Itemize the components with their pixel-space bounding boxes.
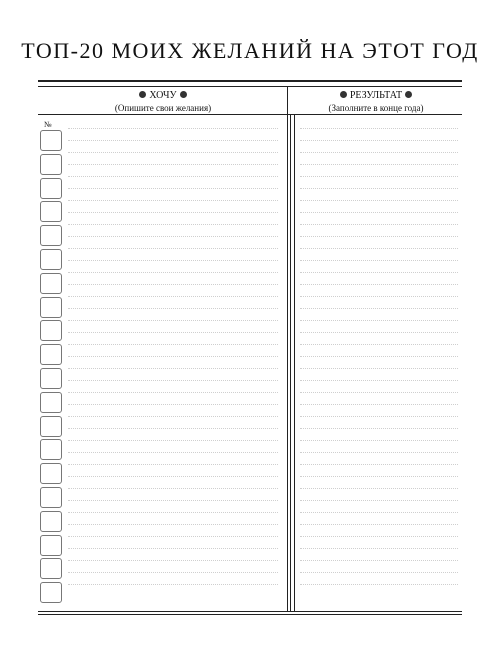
want-heading: ХОЧУ (149, 90, 177, 101)
top-rule-outer (38, 80, 462, 82)
header-rule (38, 114, 462, 115)
result-writing-line[interactable] (300, 332, 458, 333)
want-writing-line[interactable] (68, 452, 278, 453)
want-writing-line[interactable] (68, 356, 278, 357)
want-writing-line[interactable] (68, 308, 278, 309)
want-writing-line[interactable] (68, 272, 278, 273)
want-writing-line[interactable] (68, 524, 278, 525)
result-subheading: (Заполните в конце года) (328, 103, 424, 113)
want-writing-line[interactable] (68, 488, 278, 489)
bottom-rule (38, 614, 462, 615)
number-box[interactable] (40, 511, 62, 532)
number-box[interactable] (40, 130, 62, 151)
want-writing-line[interactable] (68, 296, 278, 297)
want-writing-line[interactable] (68, 536, 278, 537)
result-writing-line[interactable] (300, 200, 458, 201)
want-writing-line[interactable] (68, 236, 278, 237)
result-writing-line[interactable] (300, 128, 458, 129)
smiley-icon (405, 91, 412, 98)
smiley-icon (180, 91, 187, 98)
want-writing-line[interactable] (68, 476, 278, 477)
result-writing-line[interactable] (300, 524, 458, 525)
result-writing-line[interactable] (300, 512, 458, 513)
result-writing-line[interactable] (300, 212, 458, 213)
column-divider (290, 115, 291, 612)
result-writing-line[interactable] (300, 464, 458, 465)
result-writing-line[interactable] (300, 428, 458, 429)
result-writing-line[interactable] (300, 548, 458, 549)
want-writing-line[interactable] (68, 584, 278, 585)
want-writing-line[interactable] (68, 392, 278, 393)
result-writing-line[interactable] (300, 488, 458, 489)
bottom-rule (38, 611, 462, 612)
number-box[interactable] (40, 344, 62, 365)
result-writing-line[interactable] (300, 560, 458, 561)
number-box[interactable] (40, 201, 62, 222)
want-writing-line[interactable] (68, 176, 278, 177)
want-writing-line[interactable] (68, 188, 278, 189)
number-box[interactable] (40, 392, 62, 413)
result-writing-line[interactable] (300, 320, 458, 321)
result-writing-line[interactable] (300, 584, 458, 585)
result-column-header (290, 90, 462, 114)
number-box[interactable] (40, 582, 62, 603)
smiley-icon (139, 91, 146, 98)
number-box[interactable] (40, 273, 62, 294)
result-writing-line[interactable] (300, 152, 458, 153)
result-writing-line[interactable] (300, 440, 458, 441)
want-writing-line[interactable] (68, 320, 278, 321)
want-writing-line[interactable] (68, 260, 278, 261)
number-box[interactable] (40, 154, 62, 175)
want-writing-line[interactable] (68, 548, 278, 549)
number-box[interactable] (40, 178, 62, 199)
want-writing-line[interactable] (68, 344, 278, 345)
want-writing-line[interactable] (68, 428, 278, 429)
number-box[interactable] (40, 249, 62, 270)
result-writing-line[interactable] (300, 344, 458, 345)
result-writing-line[interactable] (300, 404, 458, 405)
want-writing-line[interactable] (68, 440, 278, 441)
result-writing-line[interactable] (300, 236, 458, 237)
result-writing-line[interactable] (300, 224, 458, 225)
result-writing-line[interactable] (300, 308, 458, 309)
want-writing-line[interactable] (68, 224, 278, 225)
want-writing-line[interactable] (68, 248, 278, 249)
result-writing-line[interactable] (300, 176, 458, 177)
want-writing-line[interactable] (68, 284, 278, 285)
column-divider (294, 115, 295, 612)
smiley-icon (340, 91, 347, 98)
result-writing-line[interactable] (300, 356, 458, 357)
number-box[interactable] (40, 416, 62, 437)
number-box[interactable] (40, 297, 62, 318)
want-writing-line[interactable] (68, 380, 278, 381)
page-title: ТОП-20 МОИХ ЖЕЛАНИЙ НА ЭТОТ ГОД (21, 38, 479, 63)
result-heading: РЕЗУЛЬТАТ (349, 90, 403, 101)
number-box[interactable] (40, 535, 62, 556)
result-writing-line[interactable] (300, 500, 458, 501)
want-writing-line[interactable] (68, 404, 278, 405)
want-writing-line[interactable] (68, 200, 278, 201)
want-column-header (38, 90, 288, 114)
want-writing-line[interactable] (68, 212, 278, 213)
want-writing-line[interactable] (68, 368, 278, 369)
want-writing-line[interactable] (68, 140, 278, 141)
want-writing-line[interactable] (68, 332, 278, 333)
want-writing-line[interactable] (68, 128, 278, 129)
want-writing-line[interactable] (68, 152, 278, 153)
result-writing-line[interactable] (300, 296, 458, 297)
number-box[interactable] (40, 439, 62, 460)
number-box[interactable] (40, 320, 62, 341)
result-writing-line[interactable] (300, 260, 458, 261)
result-writing-line[interactable] (300, 452, 458, 453)
number-box[interactable] (40, 463, 62, 484)
result-writing-line[interactable] (300, 368, 458, 369)
want-writing-line[interactable] (68, 512, 278, 513)
want-subheading: (Опишите свои желания) (114, 103, 212, 113)
result-writing-line[interactable] (300, 272, 458, 273)
want-writing-line[interactable] (68, 164, 278, 165)
result-writing-line[interactable] (300, 536, 458, 537)
result-writing-line[interactable] (300, 392, 458, 393)
result-writing-line[interactable] (300, 140, 458, 141)
want-writing-line[interactable] (68, 416, 278, 417)
top-rule-inner (38, 86, 462, 87)
result-writing-line[interactable] (300, 476, 458, 477)
result-writing-line[interactable] (300, 284, 458, 285)
column-divider (287, 87, 288, 612)
number-box[interactable] (40, 558, 62, 579)
want-writing-line[interactable] (68, 572, 278, 573)
number-box[interactable] (40, 225, 62, 246)
result-writing-line[interactable] (300, 380, 458, 381)
want-writing-line[interactable] (68, 560, 278, 561)
result-writing-line[interactable] (300, 188, 458, 189)
want-writing-line[interactable] (68, 464, 278, 465)
result-writing-line[interactable] (300, 248, 458, 249)
want-writing-line[interactable] (68, 500, 278, 501)
number-symbol: № (44, 120, 52, 129)
number-box[interactable] (40, 368, 62, 389)
result-writing-line[interactable] (300, 416, 458, 417)
result-writing-line[interactable] (300, 572, 458, 573)
result-writing-line[interactable] (300, 164, 458, 165)
number-box[interactable] (40, 487, 62, 508)
